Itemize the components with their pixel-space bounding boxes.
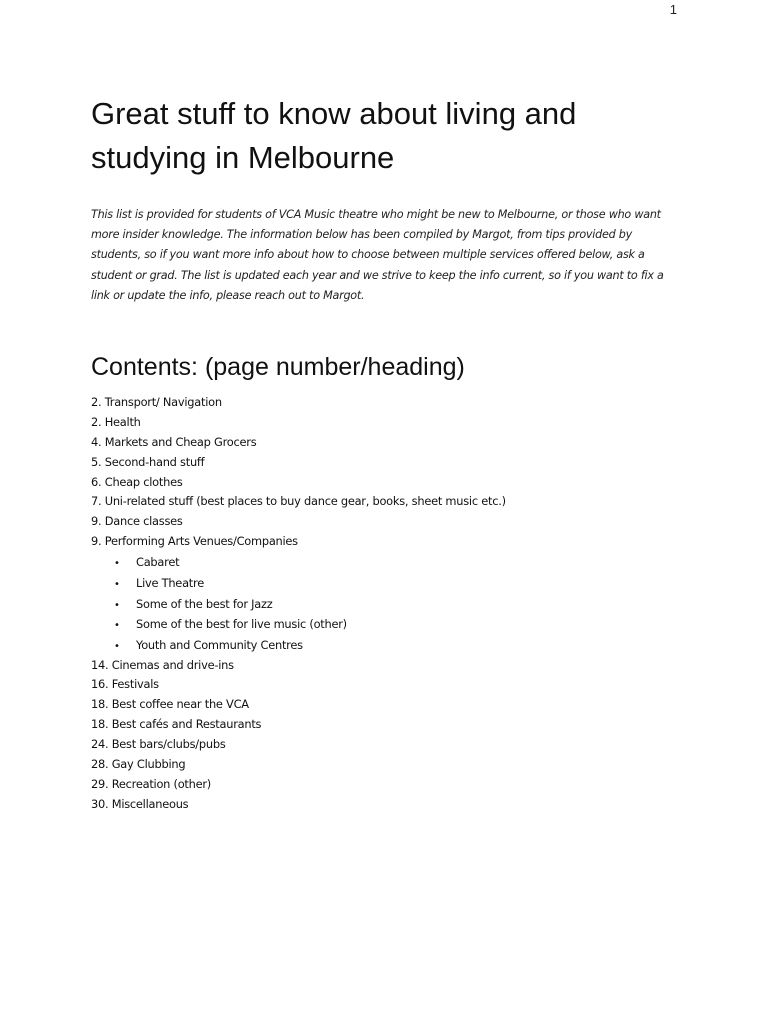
toc-item-label: 18. Best cafés and Restaurants [91,717,262,732]
toc-item [91,715,691,735]
bullet-icon: • [114,640,120,652]
toc-item [91,695,691,715]
toc-item [91,492,691,512]
toc-item-label: 28. Gay Clubbing [91,757,186,772]
toc-subitem [91,614,691,635]
toc-item-label: 29. Recreation (other) [91,776,212,791]
toc-subitem-label: Some of the best for Jazz [136,596,273,611]
toc-subitem [91,552,691,573]
toc-subitem-label: Cabaret [136,555,180,570]
bullet-icon: • [114,620,120,632]
toc-subitem-label: Live Theatre [136,575,204,590]
toc-subitem-label: Some of the best for live music (other) [136,617,347,632]
bullet-icon: • [114,599,120,611]
toc-subitem-label: Youth and Community Centres [136,637,303,652]
toc-item [91,473,691,493]
toc-item [91,512,691,532]
page-number: 1 [669,2,677,17]
toc-item [91,433,691,453]
contents-heading: Contents: (page number/heading) [91,353,465,381]
document-title: Great stuff to know about living and studying in Melbourne [91,96,577,175]
toc-item-label: 18. Best coffee near the VCA [91,697,249,712]
toc-item [91,775,691,795]
toc-item [91,656,691,676]
toc-item [91,675,691,695]
toc-item [91,453,691,473]
toc-item-label: 9. Performing Arts Venues/Companies [91,534,298,549]
toc-item-label: 4. Markets and Cheap Grocers [91,434,257,449]
table-of-contents [91,393,691,815]
toc-item [91,795,691,815]
toc-item-label: 24. Best bars/clubs/pubs [91,737,226,752]
toc-item-label: 9. Dance classes [91,514,183,529]
toc-item-label: 6. Cheap clothes [91,474,183,489]
bullet-icon: • [114,558,120,570]
toc-item-label: 30. Miscellaneous [91,796,189,811]
toc-item-label: 5. Second-hand stuff [91,454,205,469]
toc-item [91,393,691,413]
toc-item-label: 14. Cinemas and drive-ins [91,657,234,672]
toc-item [91,755,691,775]
bullet-icon: • [114,578,120,590]
toc-item-label: 2. Transport/ Navigation [91,395,222,409]
toc-subitem [91,573,691,594]
intro-paragraph: This list is provided for students of VCA Music theatre who might be new to Melbourne, or those who want more insider knowledge. The information below has been compiled by Margot, from tips provided by students, so if you want more info about how to choose between multiple services offered below, ask a student or grad. The list is updated each year and we strive to keep the info current, so if you want to fix a link or update the info, please reach out to Margot. [91,208,664,302]
toc-item-label: 16. Festivals [91,677,159,692]
toc-subitem [91,594,691,615]
toc-item-label: 7. Uni-related stuff (best places to buy dance gear, books, sheet music etc.) [91,494,506,509]
toc-item [91,532,691,552]
toc-item [91,735,691,755]
toc-subitem [91,635,691,656]
toc-item [91,413,691,433]
toc-item-label: 2. Health [91,414,141,429]
